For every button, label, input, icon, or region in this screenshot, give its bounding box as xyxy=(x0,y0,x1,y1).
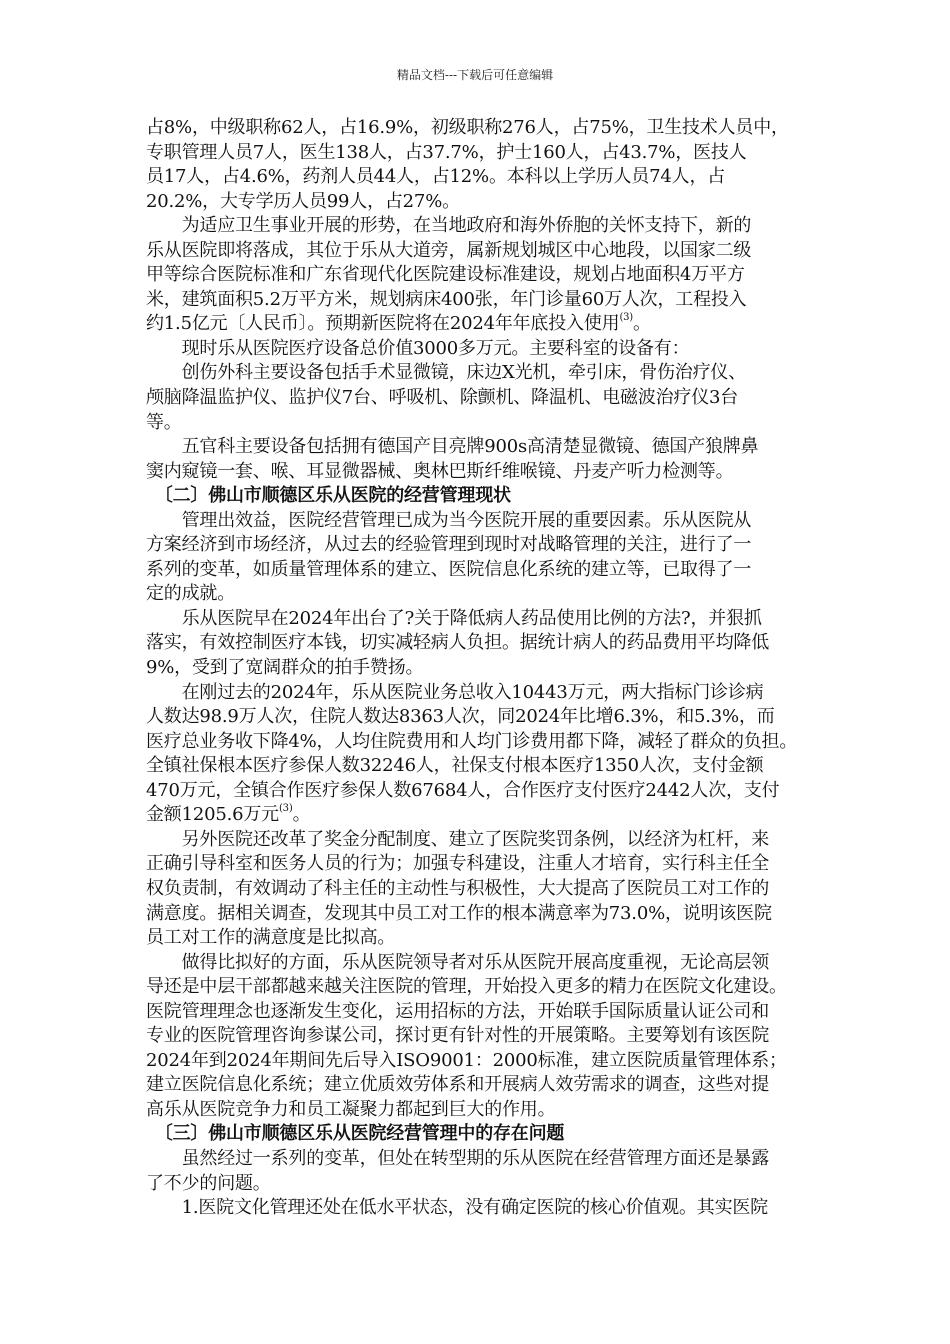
page-header: 精品文档---下载后可任意编辑 xyxy=(396,68,554,82)
line-text: 了不少的问题。 xyxy=(146,1172,271,1194)
line-text: 金额1205.6万元 xyxy=(146,804,279,826)
paragraph-line xyxy=(146,214,814,239)
paragraph-line xyxy=(146,803,814,828)
line-text: 颅脑降温监护仪、监护仪7台、呼吸机、除颤机、降温机、电磁波治疗仪3台 xyxy=(146,387,739,409)
line-text: 等。 xyxy=(146,411,182,433)
paragraph-line xyxy=(146,533,814,558)
paragraph-line xyxy=(146,730,814,755)
line-text: 窦内窥镜一套、喉、耳显微器械、奥林巴斯纤维喉镜、丹麦产听力检测等。 xyxy=(146,460,734,482)
line-text: 医院管理理念也逐渐发生变化，运用招标的方法，开始联手国际质量认证公司和 xyxy=(146,1000,769,1022)
line-text: 方案经济到市场经济，从过去的经验管理到现时对战略管理的关注，进行了一 xyxy=(146,534,752,556)
line-text: 建立医院信息化系统；建立优质效劳体系和开展病人效劳需求的调查，这些对提 xyxy=(146,1074,769,1096)
paragraph-line xyxy=(146,828,814,853)
paragraph-line xyxy=(146,1073,814,1098)
line-text: 乐从医院早在2024年出台了?关于降低病人药品使用比例的方法?，并狠抓 xyxy=(146,607,762,629)
paragraph-line xyxy=(146,239,814,264)
line-text: 〔二〕佛山市顺德区乐从医院的经营管理现状 xyxy=(146,485,511,507)
line-tail: 。 xyxy=(633,313,651,335)
line-text: 员工对工作的满意度是比拟高。 xyxy=(146,927,396,949)
line-text: 〔三〕佛山市顺德区乐从医院经营管理中的存在问题 xyxy=(146,1123,565,1145)
line-text: 甲等综合医院标准和广东省现代化医院建设标准建设，规划占地面积4万平方 xyxy=(146,264,745,286)
line-text: 医疗总业务收下降4%，人均住院费用和人均门诊费用都下降，减轻了群众的负担。 xyxy=(146,730,798,752)
paragraph-line xyxy=(146,190,814,215)
paragraph-line xyxy=(146,852,814,877)
line-text: 员17人，占4.6%，药剂人员44人，占12%。本科以上学历人员74人，占 xyxy=(146,166,726,188)
line-text: 正确引导科室和医务人员的行为；加强专科建设，注重人才培育，实行科主任全 xyxy=(146,853,769,875)
paragraph-line xyxy=(146,1147,814,1172)
line-text: 虽然经过一系列的变革，但处在转型期的乐从医院在经营管理方面还是暴露 xyxy=(146,1147,769,1169)
line-text: 为适应卫生事业开展的形势，在当地政府和海外侨胞的关怀支持下，新的 xyxy=(146,215,752,237)
line-text: 落实，有效控制医疗本钱，切实减轻病人负担。据统计病人的药品费用平均降低 xyxy=(146,632,769,654)
paragraph-line xyxy=(146,288,814,313)
line-text: 定的成就。 xyxy=(146,583,235,605)
paragraph-line xyxy=(146,877,814,902)
line-text: 全镇社保根本医疗参保人数32246人，社保支付根本医疗1350人次，支付金额 xyxy=(146,755,764,777)
paragraph-line xyxy=(146,460,814,485)
paragraph-line xyxy=(146,1049,814,1074)
paragraph-line xyxy=(146,754,814,779)
line-text: 创伤外科主要设备包括手术显微镜，床边X光机，牵引床，骨伤治疗仪、 xyxy=(146,362,747,384)
paragraph-line xyxy=(146,631,814,656)
citation-superscript: (3) xyxy=(619,312,634,324)
line-text: 20.2%，大专学历人员99人，占27%。 xyxy=(146,190,460,212)
paragraph-line xyxy=(146,582,814,607)
paragraph-line xyxy=(146,435,814,460)
paragraph-line xyxy=(146,926,814,951)
paragraph-line xyxy=(146,558,814,583)
line-text: 470万元，全镇合作医疗参保人数67684人，合作医疗支付医疗2442人次，支付 xyxy=(146,779,780,801)
paragraph-line xyxy=(146,1024,814,1049)
line-text: 导还是中层干部都越来越关注医院的管理，开始投入更多的精力在医院文化建设。 xyxy=(146,976,787,998)
paragraph-line xyxy=(146,1098,814,1123)
line-text: 现时乐从医院医疗设备总价值3000多万元。主要科室的设备有： xyxy=(146,337,690,359)
paragraph-line xyxy=(146,141,814,166)
paragraph-line xyxy=(146,116,814,141)
line-text: 9%，受到了宽阔群众的拍手赞扬。 xyxy=(146,657,424,679)
line-text: 系列的变革，如质量管理体系的建立、医院信息化系统的建立等，已取得了一 xyxy=(146,558,752,580)
line-text: 在刚过去的2024年，乐从医院业务总收入10443万元，两大指标门诊诊病 xyxy=(146,681,764,703)
paragraph-line xyxy=(146,263,814,288)
paragraph-line xyxy=(146,656,814,681)
paragraph-line xyxy=(146,779,814,804)
line-text: 权负责制，有效调动了科主任的主动性与积极性，大大提高了医院员工对工作的 xyxy=(146,877,769,899)
line-text: 2024年到2024年期间先后导入ISO9001：2000标准，建立医院质量管理体系； xyxy=(146,1049,787,1071)
line-text: 做得比拟好的方面，乐从医院领导者对乐从医院开展高度重视，无论高层领 xyxy=(146,951,769,973)
paragraph-line xyxy=(146,607,814,632)
line-text: 高乐从医院竞争力和员工凝聚力都起到巨大的作用。 xyxy=(146,1098,556,1120)
paragraph-line xyxy=(146,975,814,1000)
line-text: 1.医院文化管理还处在低水平状态，没有确定医院的核心价值观。其实医院 xyxy=(146,1197,768,1219)
line-text: 米，建筑面积5.2万平方米，规划病床400张，年门诊量60万人次，工程投入 xyxy=(146,288,747,310)
line-text: 五官科主要设备包括拥有德国产目亮牌900s高清楚显微镜、德国产狼牌鼻 xyxy=(146,436,759,458)
citation-superscript: (3) xyxy=(278,803,293,815)
paragraph-line xyxy=(146,337,814,362)
paragraph-line xyxy=(146,951,814,976)
paragraph-line xyxy=(146,361,814,386)
line-text: 占8%，中级职称62人，占16.9%，初级职称276人，占75%，卫生技术人员中， xyxy=(146,117,789,138)
paragraph-line xyxy=(146,705,814,730)
line-tail: 。 xyxy=(292,804,311,826)
paragraph-line xyxy=(146,165,814,190)
line-text: 管理出效益，医院经营管理已成为当今医院开展的重要因素。乐从医院从 xyxy=(146,509,752,531)
paragraph-line xyxy=(146,1000,814,1025)
paragraph-line xyxy=(146,902,814,927)
paragraph-line xyxy=(146,681,814,706)
paragraph-line xyxy=(146,1196,814,1221)
section-heading xyxy=(146,484,814,509)
paragraph-line xyxy=(146,509,814,534)
line-text: 人数达98.9万人次，住院人数达8363人次，同2024年比增6.3%，和5.3%，而 xyxy=(146,706,775,728)
paragraph-line xyxy=(146,386,814,411)
paragraph-line xyxy=(146,1172,814,1197)
line-text: 专业的医院管理咨询参谋公司，探讨更有针对性的开展策略。主要筹划有该医院 xyxy=(146,1025,769,1047)
line-text: 专职管理人员7人，医生138人，占37.7%，护士160人，占43.7%，医技人 xyxy=(146,141,747,163)
line-text: 约1.5亿元〔人民币〕。预期新医院将在2024年年底投入使用 xyxy=(146,313,620,335)
line-text: 满意度。据相关调查，发现其中员工对工作的根本满意率为73.0%，说明该医院 xyxy=(146,902,772,924)
paragraph-line xyxy=(146,312,814,337)
document-body xyxy=(146,116,814,1221)
section-heading xyxy=(146,1122,814,1147)
line-text: 乐从医院即将落成，其位于乐从大道旁，属新规划城区中心地段，以国家二级 xyxy=(146,239,752,261)
line-text: 另外医院还改革了奖金分配制度、建立了医院奖罚条例，以经济为杠杆，来 xyxy=(146,828,769,850)
paragraph-line xyxy=(146,411,814,436)
